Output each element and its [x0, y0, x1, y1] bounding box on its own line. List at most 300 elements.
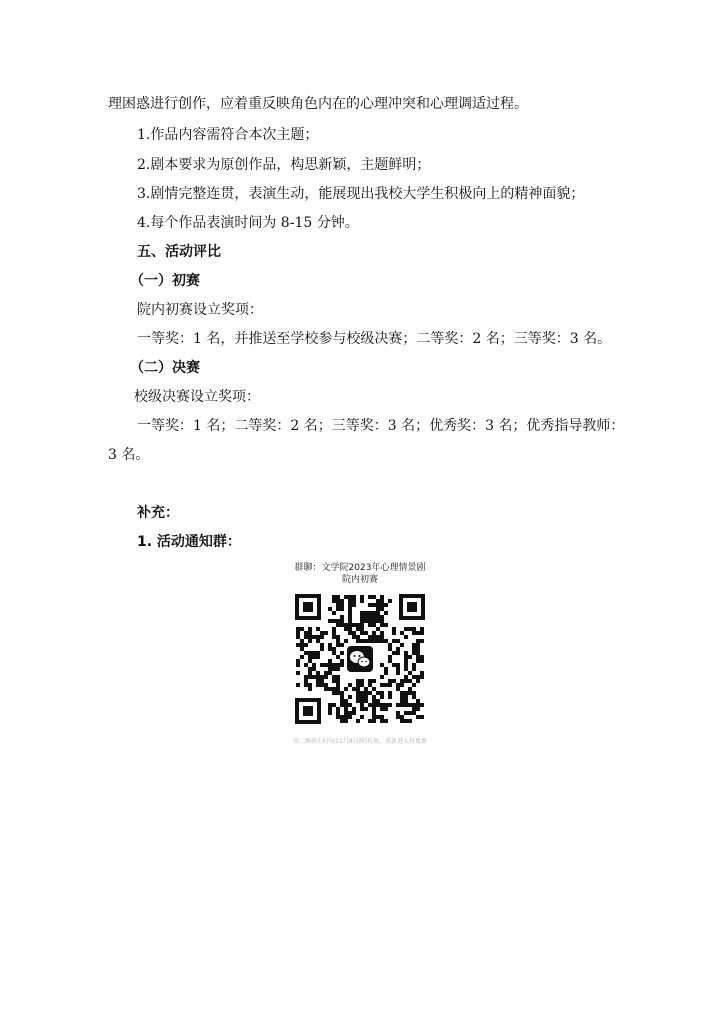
- qr-module: [340, 695, 344, 699]
- qr-module: [340, 703, 344, 707]
- qr-module: [300, 643, 304, 647]
- qr-module: [388, 643, 392, 647]
- qr-module: [372, 699, 376, 703]
- qr-module: [348, 627, 352, 631]
- qr-module: [328, 671, 332, 675]
- qr-module: [332, 611, 336, 615]
- qr-module: [340, 607, 344, 611]
- qr-module: [372, 695, 376, 699]
- qr-module: [316, 679, 320, 683]
- qr-module: [416, 651, 420, 655]
- qr-module: [392, 651, 396, 655]
- qr-module: [368, 623, 372, 627]
- qr-module: [416, 655, 420, 659]
- qr-module: [308, 631, 312, 635]
- qr-module: [344, 703, 348, 707]
- qr-module: [356, 683, 360, 687]
- qr-module: [304, 643, 308, 647]
- qr-module: [316, 627, 320, 631]
- qr-module: [376, 607, 380, 611]
- qr-module: [356, 699, 360, 703]
- qr-module: [380, 599, 384, 603]
- qr-module: [348, 611, 352, 615]
- qr-module: [372, 707, 376, 711]
- qr-module: [420, 703, 424, 707]
- qr-module: [408, 627, 412, 631]
- qr-module: [384, 703, 388, 707]
- qr-module: [336, 675, 340, 679]
- qr-module: [372, 603, 376, 607]
- qr-module: [396, 647, 400, 651]
- qr-module: [352, 599, 356, 603]
- qr-module: [384, 683, 388, 687]
- qr-module: [336, 711, 340, 715]
- qr-module: [348, 703, 352, 707]
- qr-module: [388, 659, 392, 663]
- qr-module: [392, 639, 396, 643]
- qr-module: [324, 663, 328, 667]
- qr-module: [352, 623, 356, 627]
- qr-module: [316, 639, 320, 643]
- qr-group-title-line-1: 群聊：文学院2023年心理情景剧: [294, 563, 426, 573]
- qr-module: [380, 619, 384, 623]
- qr-module: [340, 643, 344, 647]
- qr-module: [376, 615, 380, 619]
- qr-module: [336, 683, 340, 687]
- qr-module: [416, 631, 420, 635]
- qr-module: [332, 667, 336, 671]
- qr-module: [404, 719, 408, 723]
- qr-module: [316, 683, 320, 687]
- qr-module: [340, 659, 344, 663]
- qr-module: [308, 687, 312, 691]
- qr-module: [328, 643, 332, 647]
- qr-module: [332, 647, 336, 651]
- qr-module: [296, 683, 300, 687]
- qr-code-card: [288, 556, 432, 752]
- qr-module: [404, 635, 408, 639]
- qr-module: [360, 631, 364, 635]
- qr-module: [412, 631, 416, 635]
- qr-module: [416, 703, 420, 707]
- qr-module: [408, 679, 412, 683]
- qr-module: [300, 639, 304, 643]
- qr-module: [404, 691, 408, 695]
- qr-module: [380, 607, 384, 611]
- preliminary-awards: 一等奖：1 名，并推送至学校参与校级决赛；二等奖：2 名；三等奖：3 名。: [137, 331, 612, 347]
- qr-module: [320, 643, 324, 647]
- qr-module: [360, 623, 364, 627]
- qr-module: [308, 655, 312, 659]
- qr-module: [340, 715, 344, 719]
- qr-module: [352, 635, 356, 639]
- qr-module: [328, 607, 332, 611]
- qr-module: [376, 639, 380, 643]
- qr-module: [360, 611, 364, 615]
- qr-module: [308, 651, 312, 655]
- qr-module: [320, 647, 324, 651]
- qr-module: [348, 607, 352, 611]
- qr-module: [336, 707, 340, 711]
- qr-module: [360, 595, 364, 599]
- qr-module: [376, 627, 380, 631]
- qr-module: [380, 707, 384, 711]
- qr-module: [384, 603, 388, 607]
- qr-module: [308, 635, 312, 639]
- qr-module: [304, 683, 308, 687]
- qr-module: [368, 619, 372, 623]
- qr-module: [356, 639, 360, 643]
- qr-module: [348, 599, 352, 603]
- qr-module: [408, 655, 412, 659]
- qr-module: [368, 635, 372, 639]
- qr-module: [348, 711, 352, 715]
- qr-module: [380, 715, 384, 719]
- qr-module: [296, 627, 300, 631]
- qr-module: [348, 631, 352, 635]
- qr-module: [404, 651, 408, 655]
- qr-module: [372, 679, 376, 683]
- qr-module: [336, 691, 340, 695]
- qr-module: [384, 671, 388, 675]
- qr-module: [368, 639, 372, 643]
- qr-module: [412, 647, 416, 651]
- qr-module: [332, 599, 336, 603]
- qr-module: [408, 671, 412, 675]
- qr-module: [316, 651, 320, 655]
- qr-module: [360, 619, 364, 623]
- qr-module: [328, 663, 332, 667]
- qr-module: [332, 595, 336, 599]
- qr-module: [308, 627, 312, 631]
- qr-module: [368, 595, 372, 599]
- requirement-item-2: 2.剧本要求为原创作品，构思新颖，主题鲜明；: [137, 157, 431, 173]
- qr-module: [380, 691, 384, 695]
- qr-module: [392, 679, 396, 683]
- qr-module: [400, 631, 404, 635]
- qr-module: [360, 703, 364, 707]
- qr-module: [360, 599, 364, 603]
- qr-module: [416, 715, 420, 719]
- qr-module: [416, 639, 420, 643]
- qr-module: [420, 627, 424, 631]
- qr-module: [316, 671, 320, 675]
- qr-module: [316, 675, 320, 679]
- qr-module: [332, 675, 336, 679]
- qr-module: [320, 675, 324, 679]
- qr-module: [336, 667, 340, 671]
- qr-module: [420, 671, 424, 675]
- qr-module: [404, 655, 408, 659]
- qr-module: [304, 675, 308, 679]
- qr-module: [344, 639, 348, 643]
- qr-module: [396, 639, 400, 643]
- qr-module: [352, 595, 356, 599]
- qr-module: [372, 719, 376, 723]
- qr-module: [304, 635, 308, 639]
- qr-module: [328, 707, 332, 711]
- qr-module: [372, 611, 376, 615]
- qr-module: [352, 687, 356, 691]
- qr-module: [340, 623, 344, 627]
- qr-module: [296, 635, 300, 639]
- qr-module: [348, 595, 352, 599]
- qr-module: [308, 667, 312, 671]
- qr-validity-caption: 该二维码7天内(11月8日前)有效，重新进入将更新: [293, 738, 427, 745]
- qr-module: [332, 631, 336, 635]
- qr-module: [336, 635, 340, 639]
- qr-module: [360, 679, 364, 683]
- qr-module: [340, 603, 344, 607]
- qr-module: [336, 599, 340, 603]
- requirement-item-4: 4.每个作品表演时间为 8-15 分钟。: [137, 215, 359, 231]
- qr-module: [340, 651, 344, 655]
- qr-module: [376, 699, 380, 703]
- qr-module: [376, 599, 380, 603]
- qr-module: [332, 663, 336, 667]
- qr-module: [320, 631, 324, 635]
- paragraph-intro-continuation: 理困惑进行创作，应着重反映角色内在的心理冲突和心理调适过程。: [108, 96, 528, 112]
- qr-module: [400, 719, 404, 723]
- qr-module: [404, 679, 408, 683]
- qr-module: [412, 691, 416, 695]
- qr-module: [336, 643, 340, 647]
- qr-module: [336, 607, 340, 611]
- qr-module: [296, 659, 300, 663]
- qr-module: [348, 615, 352, 619]
- qr-module: [328, 619, 332, 623]
- qr-module: [360, 695, 364, 699]
- qr-module: [376, 635, 380, 639]
- qr-module: [400, 691, 404, 695]
- qr-module: [412, 675, 416, 679]
- qr-module: [364, 691, 368, 695]
- qr-module: [308, 683, 312, 687]
- qr-module: [336, 687, 340, 691]
- qr-module: [348, 603, 352, 607]
- qr-module: [416, 699, 420, 703]
- qr-module: [352, 711, 356, 715]
- qr-module: [304, 651, 308, 655]
- qr-module: [336, 655, 340, 659]
- final-awards-line-1: 一等奖：1 名；二等奖：2 名；三等奖：3 名；优秀奖：3 名；优秀指导教师：: [137, 418, 625, 434]
- qr-module: [412, 711, 416, 715]
- qr-module: [412, 703, 416, 707]
- qr-module: [380, 603, 384, 607]
- qr-module: [408, 719, 412, 723]
- qr-module: [308, 671, 312, 675]
- qr-module: [368, 603, 372, 607]
- qr-module: [372, 623, 376, 627]
- qr-module: [344, 687, 348, 691]
- final-intro: 校级决赛设立奖项：: [134, 389, 260, 405]
- qr-module: [324, 683, 328, 687]
- qr-module: [344, 595, 348, 599]
- qr-module: [388, 647, 392, 651]
- qr-module: [316, 655, 320, 659]
- qr-module: [372, 595, 376, 599]
- qr-module: [324, 687, 328, 691]
- qr-module: [356, 635, 360, 639]
- qr-module: [296, 631, 300, 635]
- qr-module: [372, 687, 376, 691]
- qr-module: [420, 639, 424, 643]
- qr-module: [300, 647, 304, 651]
- qr-module: [380, 683, 384, 687]
- qr-module: [396, 663, 400, 667]
- qr-module: [296, 671, 300, 675]
- qr-module: [412, 683, 416, 687]
- qr-module: [388, 655, 392, 659]
- qr-module: [304, 631, 308, 635]
- qr-module: [420, 675, 424, 679]
- qr-module: [408, 703, 412, 707]
- qr-module: [312, 635, 316, 639]
- qr-module: [344, 699, 348, 703]
- qr-module: [368, 719, 372, 723]
- qr-module: [324, 631, 328, 635]
- qr-module: [324, 675, 328, 679]
- qr-module: [372, 619, 376, 623]
- qr-module: [412, 643, 416, 647]
- qr-module: [392, 627, 396, 631]
- qr-finder-bottom-left: [295, 698, 321, 724]
- qr-module: [372, 715, 376, 719]
- qr-module: [308, 675, 312, 679]
- qr-module: [300, 655, 304, 659]
- qr-module: [328, 711, 332, 715]
- qr-module: [332, 691, 336, 695]
- qr-group-title-line-2: 院内初赛: [341, 575, 378, 585]
- qr-module: [356, 695, 360, 699]
- qr-module: [332, 703, 336, 707]
- qr-module: [348, 695, 352, 699]
- qr-module: [336, 679, 340, 683]
- qr-module: [336, 639, 340, 643]
- qr-module: [344, 715, 348, 719]
- qr-module: [336, 595, 340, 599]
- qr-module: [380, 703, 384, 707]
- wechat-icon: [345, 644, 375, 674]
- qr-module: [352, 603, 356, 607]
- requirement-item-3: 3.剧情完整连贯，表演生动，能展现出我校大学生积极向上的精神面貌；: [137, 186, 585, 202]
- qr-module: [400, 703, 404, 707]
- qr-module: [364, 631, 368, 635]
- qr-module: [360, 627, 364, 631]
- qr-module: [340, 599, 344, 603]
- qr-module: [352, 631, 356, 635]
- qr-module: [388, 691, 392, 695]
- qr-module: [328, 703, 332, 707]
- qr-module: [348, 619, 352, 623]
- qr-module: [404, 667, 408, 671]
- qr-module: [388, 695, 392, 699]
- qr-module: [324, 671, 328, 675]
- qr-module: [380, 675, 384, 679]
- qr-module: [332, 627, 336, 631]
- qr-module: [416, 679, 420, 683]
- qr-module: [408, 691, 412, 695]
- qr-module: [404, 659, 408, 663]
- supplement-heading: 补充：: [137, 505, 179, 521]
- qr-module: [360, 707, 364, 711]
- qr-module: [328, 667, 332, 671]
- qr-module: [328, 647, 332, 651]
- qr-module: [348, 623, 352, 627]
- qr-module: [384, 623, 388, 627]
- qr-module: [328, 687, 332, 691]
- qr-module: [364, 699, 368, 703]
- qr-module: [420, 631, 424, 635]
- qr-module: [416, 659, 420, 663]
- qr-module: [340, 615, 344, 619]
- qr-module: [388, 703, 392, 707]
- qr-module: [396, 667, 400, 671]
- qr-module: [372, 635, 376, 639]
- qr-module: [396, 703, 400, 707]
- qr-module: [376, 603, 380, 607]
- requirement-item-1: 1.作品内容需符合本次主题；: [137, 127, 319, 143]
- qr-module: [380, 615, 384, 619]
- section-heading-evaluation: 五、活动评比: [137, 244, 221, 260]
- qr-module: [328, 659, 332, 663]
- qr-module: [360, 699, 364, 703]
- qr-module: [320, 635, 324, 639]
- qr-module: [360, 715, 364, 719]
- qr-module: [336, 603, 340, 607]
- qr-module: [376, 715, 380, 719]
- qr-module: [320, 683, 324, 687]
- qr-module: [332, 651, 336, 655]
- qr-module: [388, 679, 392, 683]
- qr-module: [400, 695, 404, 699]
- qr-module: [336, 715, 340, 719]
- qr-module: [396, 687, 400, 691]
- qr-module: [368, 611, 372, 615]
- qr-module: [320, 679, 324, 683]
- qr-module: [396, 711, 400, 715]
- qr-module: [304, 679, 308, 683]
- qr-module: [360, 615, 364, 619]
- qr-module: [356, 719, 360, 723]
- qr-module: [368, 615, 372, 619]
- qr-module: [340, 719, 344, 723]
- qr-module: [416, 707, 420, 711]
- qr-module: [312, 655, 316, 659]
- qr-module: [412, 707, 416, 711]
- qr-module: [376, 611, 380, 615]
- qr-module: [336, 663, 340, 667]
- qr-module: [360, 691, 364, 695]
- qr-module: [344, 627, 348, 631]
- qr-module: [364, 619, 368, 623]
- qr-module: [340, 699, 344, 703]
- qr-module: [368, 683, 372, 687]
- qr-module: [400, 699, 404, 703]
- qr-module: [380, 719, 384, 723]
- qr-module: [384, 707, 388, 711]
- qr-module: [356, 623, 360, 627]
- qr-module: [336, 619, 340, 623]
- qr-module: [364, 639, 368, 643]
- preliminary-intro: 院内初赛设立奖项：: [137, 302, 263, 318]
- qr-module: [384, 667, 388, 671]
- qr-module: [372, 615, 376, 619]
- qr-module: [404, 711, 408, 715]
- qr-module: [348, 683, 352, 687]
- subheading-final: （二）决赛: [130, 360, 200, 376]
- qr-module: [368, 679, 372, 683]
